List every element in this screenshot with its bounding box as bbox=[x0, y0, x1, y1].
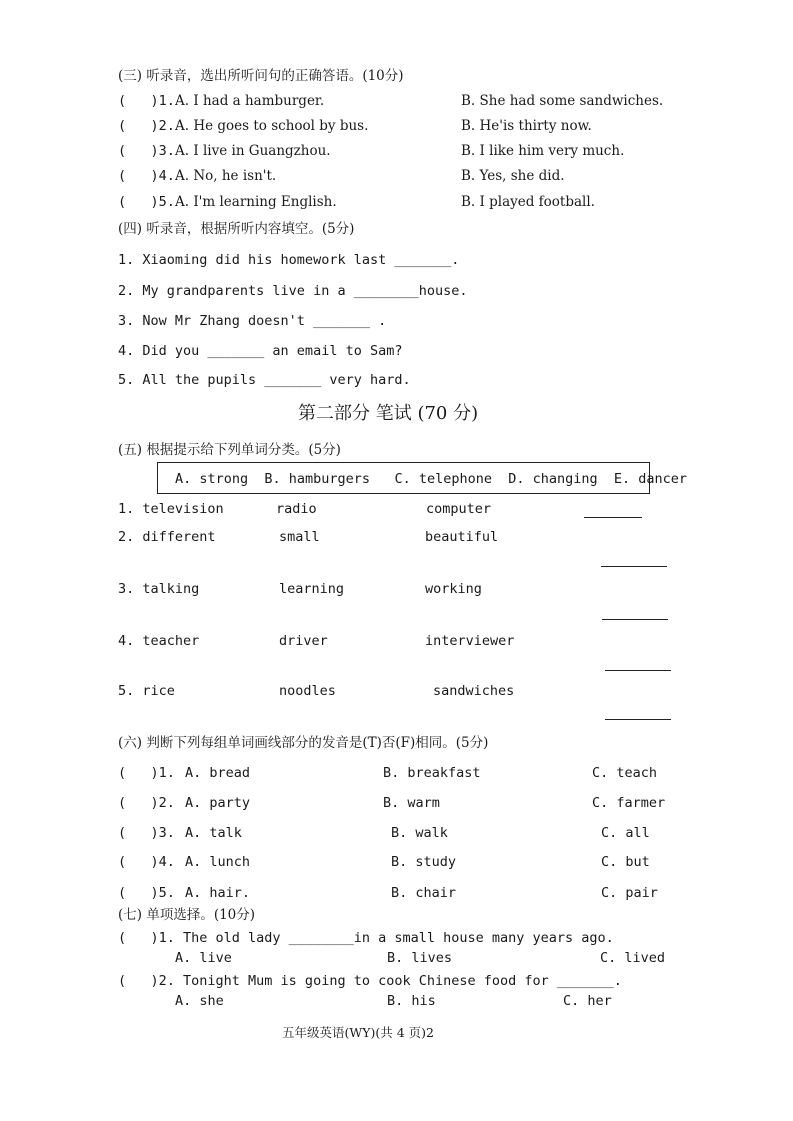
q5-2-word1: 2. different bbox=[118, 529, 216, 545]
q6-5-option-c: C. pair bbox=[601, 885, 658, 901]
q5-3-word1: 3. talking bbox=[118, 581, 200, 597]
page-footer: 五年级英语(WY)(共 4 页)2 bbox=[282, 1025, 434, 1040]
section7-heading: (七) 单项选择。(10分) bbox=[118, 907, 256, 923]
q6-3-option-b: B. walk bbox=[391, 825, 448, 841]
q7-2-option-b: B. his bbox=[387, 993, 436, 1009]
q3-2-option-b: B. He'is thirty now. bbox=[461, 118, 592, 134]
q5-1-word1: 1. television bbox=[118, 501, 224, 517]
q6-1-option-b: B. breakfast bbox=[383, 765, 481, 781]
q5-3-word3: working bbox=[425, 581, 482, 597]
q5-2-word2: small bbox=[279, 529, 320, 545]
q6-1-option-a: A. bread bbox=[185, 765, 251, 781]
section5-heading: (五) 根据提示给下列单词分类。(5分) bbox=[118, 442, 341, 458]
q6-1-option-c: C. teach bbox=[592, 765, 658, 781]
q4-2: 2. My grandparents live in a ________house. bbox=[118, 283, 468, 299]
q6-2-option-c: C. farmer bbox=[592, 795, 666, 811]
q6-3-number: ( )3. bbox=[118, 825, 175, 841]
q7-1-option-b: B. lives bbox=[387, 950, 453, 966]
q6-2-option-a: A. party bbox=[185, 795, 251, 811]
q6-3-option-c: C. all bbox=[601, 825, 650, 841]
q3-1-option-a: A. I had a hamburger. bbox=[175, 93, 325, 109]
q6-4-option-a: A. lunch bbox=[185, 854, 251, 870]
q5-5-word2: noodles bbox=[279, 683, 336, 699]
answer-blank-3[interactable] bbox=[602, 619, 668, 620]
q5-5-word3: sandwiches bbox=[433, 683, 515, 699]
answer-blank-4[interactable] bbox=[605, 670, 671, 671]
answer-blank-1[interactable] bbox=[584, 517, 642, 518]
q5-1-word2: radio bbox=[276, 501, 317, 517]
q6-3-option-a: A. talk bbox=[185, 825, 242, 841]
q5-3-word2: learning bbox=[279, 581, 345, 597]
q5-1-word3: computer bbox=[426, 501, 492, 517]
q6-1-number: ( )1. bbox=[118, 765, 175, 781]
q6-5-option-b: B. chair bbox=[391, 885, 457, 901]
q3-5-option-a: A. I'm learning English. bbox=[175, 194, 337, 210]
q3-1-option-b: B. She had some sandwiches. bbox=[461, 93, 664, 109]
q6-2-option-b: B. warm bbox=[383, 795, 440, 811]
section4-heading: (四) 听录音，根据所听内容填空。(5分) bbox=[118, 221, 355, 237]
q6-5-option-a: A. hair. bbox=[185, 885, 251, 901]
q7-1-option-a: A. live bbox=[175, 950, 232, 966]
q3-4-option-b: B. Yes, she did. bbox=[461, 168, 565, 184]
q4-1: 1. Xiaoming did his homework last _______. bbox=[118, 252, 460, 268]
q4-5: 5. All the pupils _______ very hard. bbox=[118, 372, 411, 388]
part2-title: 第二部分 笔试 (70 分) bbox=[298, 403, 479, 424]
section6-heading: (六) 判断下列每组单词画线部分的发音是(T)否(F)相同。(5分) bbox=[118, 735, 489, 751]
q7-1-option-c: C. lived bbox=[600, 950, 666, 966]
q3-2-number: ( )2. bbox=[118, 118, 175, 134]
q4-4: 4. Did you _______ an email to Sam? bbox=[118, 343, 403, 359]
q5-2-word3: beautiful bbox=[425, 529, 499, 545]
q4-3: 3. Now Mr Zhang doesn't _______ . bbox=[118, 313, 387, 329]
q7-2-option-c: C. her bbox=[563, 993, 612, 1009]
q7-2-option-a: A. she bbox=[175, 993, 224, 1009]
q5-4-word3: interviewer bbox=[425, 633, 515, 649]
answer-blank-2[interactable] bbox=[601, 566, 667, 567]
q6-4-number: ( )4. bbox=[118, 854, 175, 870]
q5-4-word1: 4. teacher bbox=[118, 633, 200, 649]
q3-1-number: ( )1. bbox=[118, 93, 175, 109]
q3-5-number: ( )5. bbox=[118, 194, 175, 210]
options-text: A. strong B. hamburgers C. telephone D. changing E. dancer bbox=[175, 471, 688, 487]
q5-5-word1: 5. rice bbox=[118, 683, 175, 699]
q3-3-option-a: A. I live in Guangzhou. bbox=[175, 143, 331, 159]
q5-4-word2: driver bbox=[279, 633, 328, 649]
q6-5-number: ( )5. bbox=[118, 885, 175, 901]
q3-4-number: ( )4. bbox=[118, 168, 175, 184]
q7-2-question: ( )2. Tonight Mum is going to cook Chinese food for _______. bbox=[118, 973, 622, 989]
q3-3-option-b: B. I like him very much. bbox=[461, 143, 625, 159]
q3-2-option-a: A. He goes to school by bus. bbox=[175, 118, 369, 134]
q7-1-question: ( )1. The old lady ________in a small house many years ago. bbox=[118, 930, 614, 946]
answer-blank-5[interactable] bbox=[605, 719, 671, 720]
q3-3-number: ( )3. bbox=[118, 143, 175, 159]
q6-4-option-c: C. but bbox=[601, 854, 650, 870]
q6-4-option-b: B. study bbox=[391, 854, 457, 870]
q3-5-option-b: B. I played football. bbox=[461, 194, 595, 210]
section3-heading: (三) 听录音，选出所听问句的正确答语。(10分) bbox=[118, 68, 404, 84]
q3-4-option-a: A. No, he isn't. bbox=[175, 168, 277, 184]
q6-2-number: ( )2. bbox=[118, 795, 175, 811]
